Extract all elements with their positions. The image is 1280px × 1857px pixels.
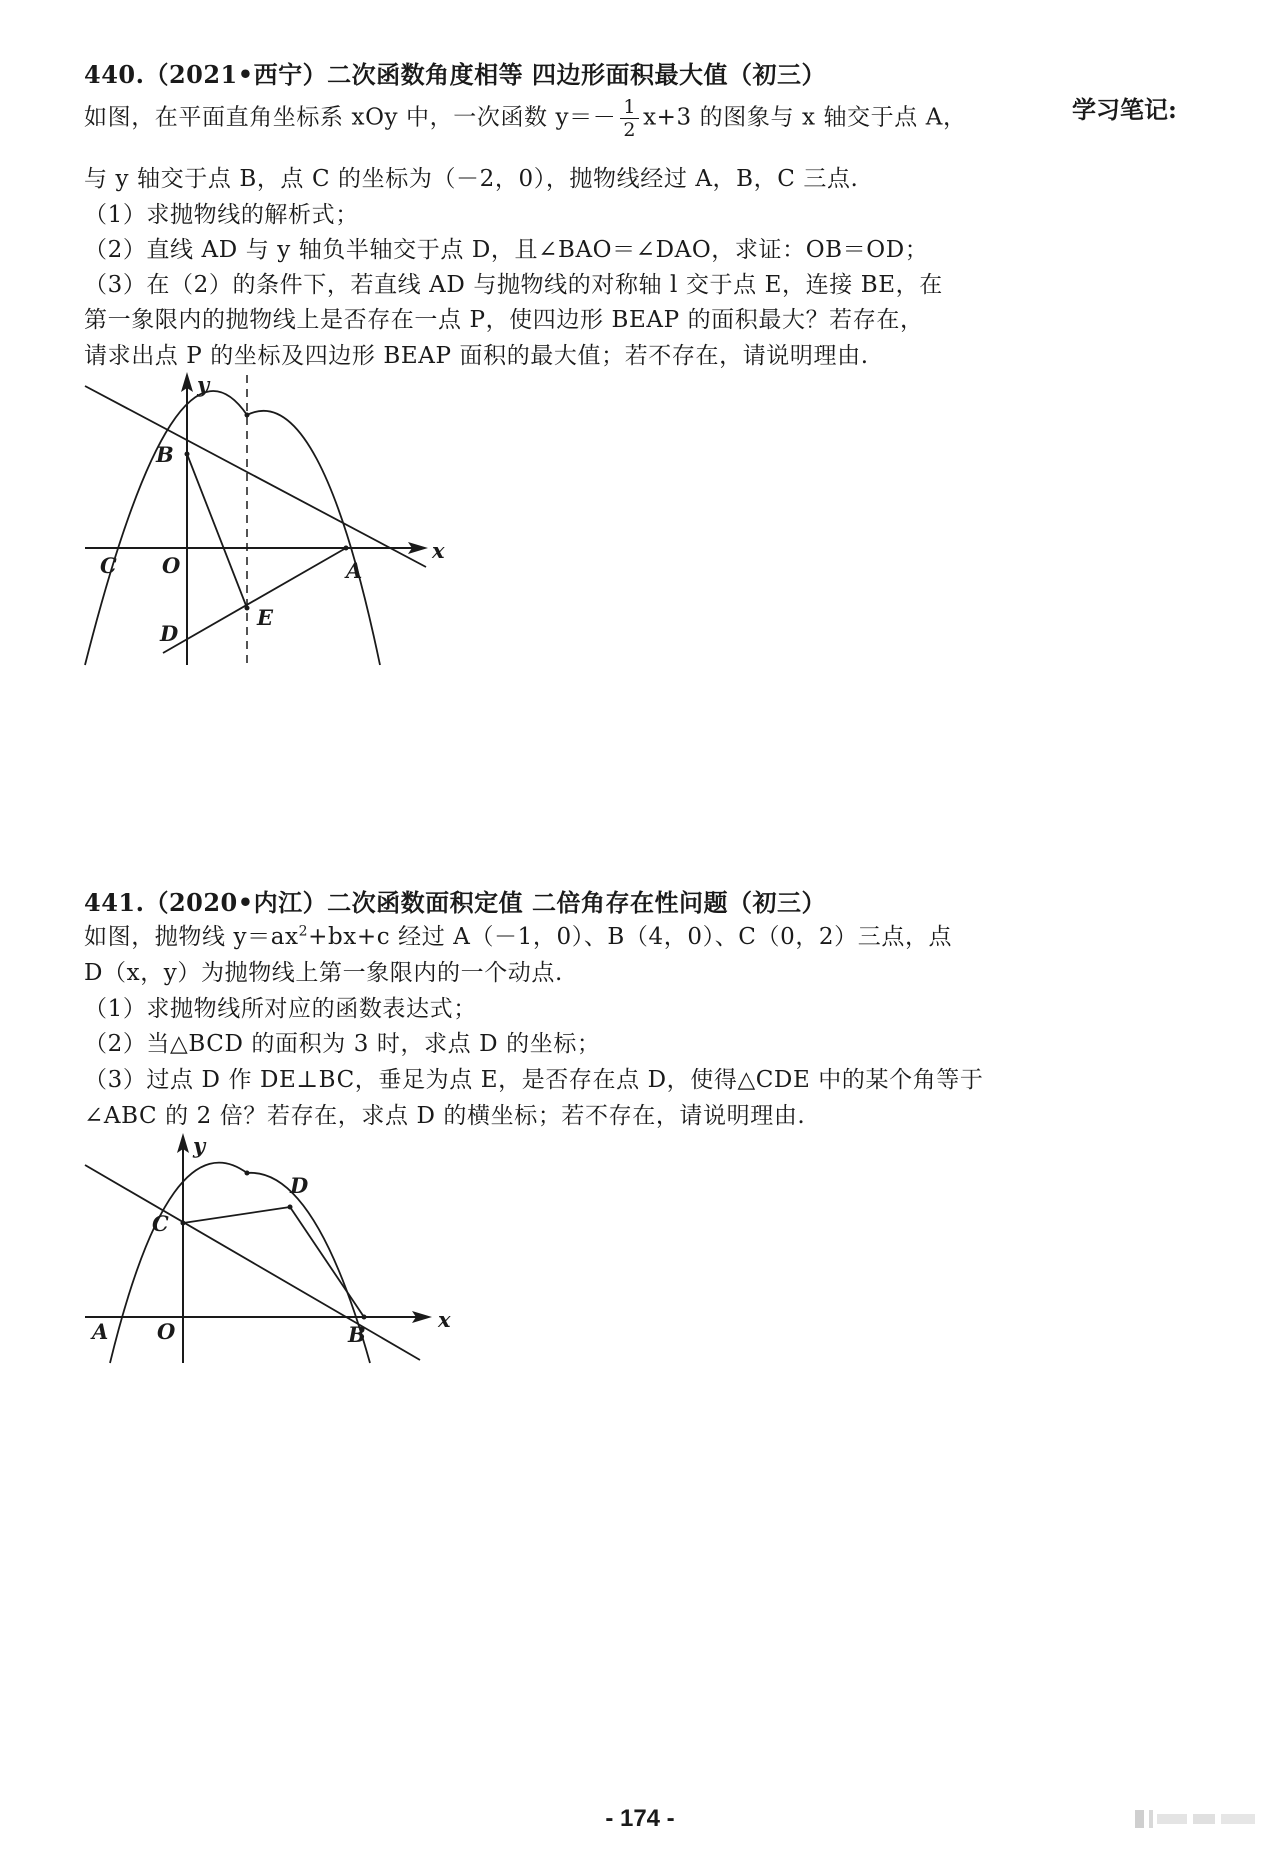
vertex-point	[245, 413, 250, 418]
label-D: D	[290, 1173, 309, 1198]
label-O: O	[157, 1319, 176, 1344]
segment-CD	[183, 1207, 290, 1223]
label-x: x	[432, 538, 445, 563]
problem-440-line-2: 与 y 轴交于点 B，点 C 的坐标为（－2，0），抛物线经过 A，B，C 三点.	[84, 166, 859, 192]
problem-441-question-3-line-1: （3）过点 D 作 DE⊥BC，垂足为点 E，是否存在点 D，使得△CDE 中的某个角等于	[84, 1067, 984, 1093]
problem-441-question-2: （2）当△BCD 的面积为 3 时，求点 D 的坐标；	[84, 1031, 601, 1057]
problem-440-question-3-line-1: （3）在（2）的条件下，若直线 AD 与抛物线的对称轴 l 交于点 E，连接 BE，在	[84, 272, 943, 298]
fraction-denominator: 2	[623, 119, 637, 141]
point-B	[185, 452, 190, 457]
problem-441-line-1	[84, 918, 952, 951]
fraction-numerator: 1	[620, 96, 639, 119]
line-BC	[85, 1165, 420, 1360]
problem-440-figure	[80, 370, 540, 670]
line-AD	[163, 548, 346, 653]
problem-441-question-3-line-2: ∠ABC 的 2 倍？若存在，求点 D 的横坐标；若不存在，请说明理由.	[84, 1103, 806, 1129]
point-C	[181, 1221, 186, 1226]
problem-441-title: 441.（2020•内江）二次函数面积定值 二倍角存在性问题（初三）	[84, 888, 826, 917]
label-D: D	[160, 621, 179, 646]
label-y: y	[193, 1133, 206, 1158]
point-B	[362, 1315, 367, 1320]
label-A: A	[92, 1319, 109, 1344]
fraction-one-half	[620, 96, 639, 141]
vertex-point	[245, 1171, 250, 1176]
problem-440-line-1	[84, 96, 967, 141]
problem-441-line-1-part-b: +bx+c 经过 A（－1，0）、B（4，0）、C（0，2）三点，点	[308, 924, 953, 950]
point-A	[344, 546, 349, 551]
problem-440-question-3-line-2: 第一象限内的抛物线上是否存在一点 P，使四边形 BEAP 的面积最大？若存在，	[84, 307, 924, 333]
label-C: C	[100, 553, 117, 578]
problem-440-question-1: （1）求抛物线的解析式；	[84, 202, 359, 228]
study-notes-label: 学习笔记:	[1072, 95, 1177, 124]
label-O: O	[162, 553, 181, 578]
scan-edge-marks	[1135, 1808, 1265, 1832]
exponent-2: 2	[298, 923, 309, 940]
problem-441-question-1: （1）求抛物线所对应的函数表达式；	[84, 996, 477, 1022]
label-E: E	[257, 605, 274, 630]
problem-440-line-1-part-b: x+3 的图象与 x 轴交于点 A，	[643, 104, 967, 131]
problem-440-line-1-part-a: 如图，在平面直角坐标系 xOy 中，一次函数 y＝－	[84, 104, 617, 131]
line-AB	[85, 386, 426, 567]
parabola	[110, 1163, 370, 1363]
label-x: x	[438, 1307, 451, 1332]
label-y: y	[197, 372, 210, 397]
page-number: - 174 -	[605, 1805, 675, 1832]
problem-440-question-2: （2）直线 AD 与 y 轴负半轴交于点 D，且∠BAO＝∠DAO，求证：OB＝OD；	[84, 237, 929, 263]
label-B: B	[348, 1322, 366, 1347]
label-B: B	[156, 442, 174, 467]
label-C: C	[152, 1211, 169, 1236]
segment-BE	[187, 454, 247, 608]
point-D	[288, 1205, 293, 1210]
label-A: A	[346, 558, 363, 583]
problem-441-line-2: D（x，y）为抛物线上第一象限内的一个动点.	[84, 960, 563, 986]
segment-DB	[290, 1207, 364, 1317]
problem-440-title: 440.（2021•西宁）二次函数角度相等 四边形面积最大值（初三）	[84, 60, 826, 89]
problem-441-line-1-part-a: 如图，抛物线 y＝ax	[84, 924, 299, 950]
parabola	[85, 391, 380, 665]
problem-441-figure	[80, 1127, 540, 1367]
point-E	[245, 606, 250, 611]
problem-440-question-3-line-3: 请求出点 P 的坐标及四边形 BEAP 面积的最大值；若不存在，请说明理由.	[84, 343, 869, 369]
